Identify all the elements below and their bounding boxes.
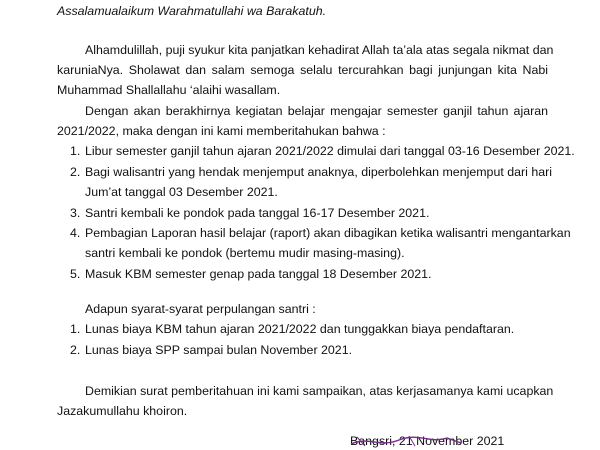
list-item-number: 5.: [70, 267, 81, 281]
para2-line1: Dengan akan berakhirnya kegiatan belajar mengajar semester ganjil tahun ajaran: [85, 104, 548, 118]
list-item-text: Santri kembali ke pondok pada tanggal 16-17 Desember 2021.: [85, 206, 430, 220]
closing-line1: Demikian surat pemberitahuan ini kami sampaikan, atas kerjasamanya kami ucapkan: [85, 384, 554, 398]
list-item-number: 4.: [70, 226, 81, 240]
greeting: Assalamualaikum Warahmatullahi wa Barakatuh.: [57, 4, 327, 18]
requirement-number: 2.: [70, 343, 81, 357]
list-item-text-cont: Jum’at tanggal 03 Desember 2021.: [85, 185, 278, 199]
requirement-text: Lunas biaya KBM tahun ajaran 2021/2022 dan tunggakkan biaya pendaftaran.: [85, 322, 515, 336]
place-date: Bangsri, 21 November 2021: [350, 434, 505, 448]
requirement-text: Lunas biaya SPP sampai bulan November 2021.: [85, 343, 353, 357]
signature-stroke: [344, 434, 474, 448]
requirement-number: 1.: [70, 322, 81, 336]
para1-line1: Alhamdulillah, puji syukur kita panjatkan kehadirat Allah ta’ala atas segala nikmat dan: [85, 43, 554, 57]
list-item-text: Bagi walisantri yang hendak menjemput anaknya, diperbolehkan menjemput dari hari: [85, 165, 552, 179]
para2-line2: 2021/2022, maka dengan ini kami memberitahukan bahwa :: [57, 124, 386, 138]
list-item-number: 2.: [70, 165, 81, 179]
list-item-number: 3.: [70, 206, 81, 220]
list-item-text-cont: santri kembali ke pondok (bertemu mudir masing-masing).: [85, 246, 405, 260]
para1-line3: Muhammad Shallallahu ‘alaihi wasallam.: [57, 83, 281, 97]
requirements-intro: Adapun syarat-syarat perpulangan santri :: [85, 302, 316, 316]
list-item-number: 1.: [70, 144, 81, 158]
closing-line2: Jazakumullahu khoiron.: [57, 404, 188, 418]
list-item-text: Pembagian Laporan hasil belajar (raport) akan dibagikan ketika walisantri mengantarkan: [85, 226, 571, 240]
list-item-text: Masuk KBM semester genap pada tanggal 18 Desember 2021.: [85, 267, 432, 281]
list-item-text: Libur semester ganjil tahun ajaran 2021/2022 dimulai dari tanggal 03-16 Desember 2021.: [85, 144, 575, 158]
para1-line2: karuniaNya. Sholawat dan salam semoga selalu tercurahkan bagi junjungan kita Nabi: [57, 63, 548, 77]
